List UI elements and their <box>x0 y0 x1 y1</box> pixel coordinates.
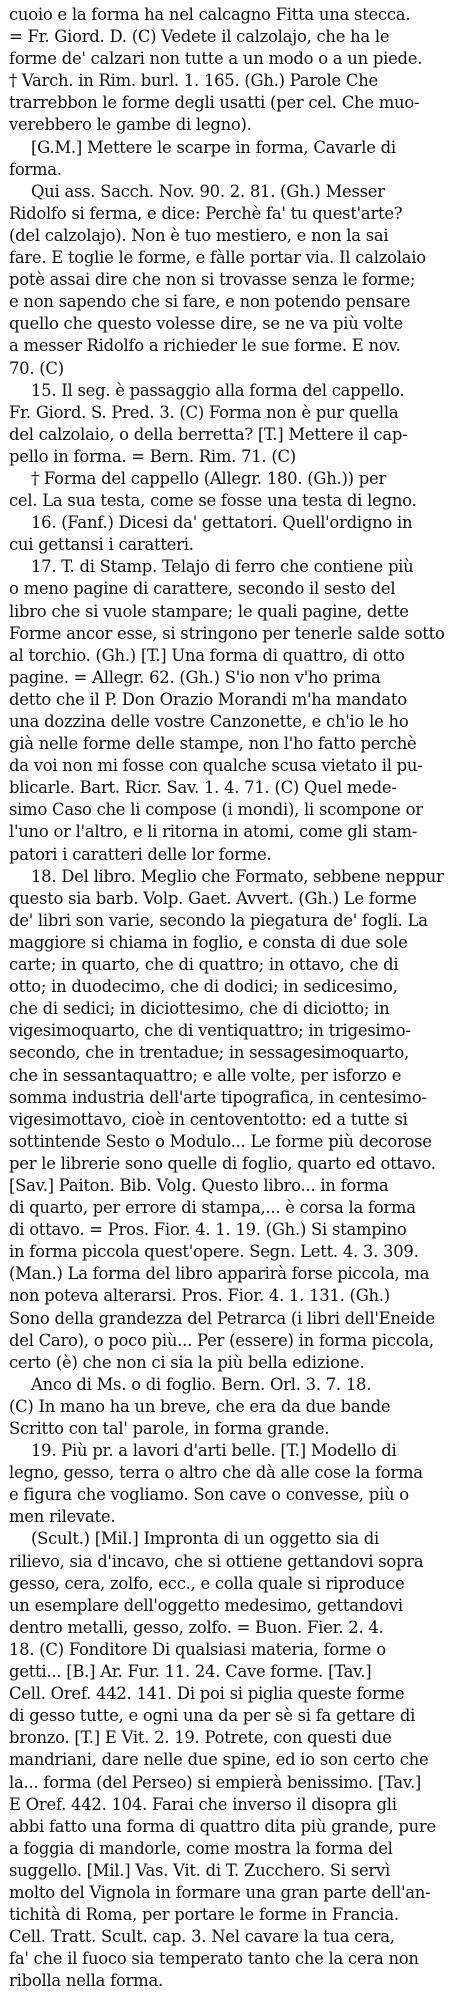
text-line: che di sedici; in diciottesimo, che di diciotto; in <box>9 999 390 1019</box>
text-line: otto; in duodecimo, che di dodici; in sedicesimo, <box>9 977 398 997</box>
text-line: getti... [B.] Ar. Fur. 11. 24. Cave forme. [Tav.] <box>9 1662 372 1682</box>
text-line: vigesimottavo, cioè in centoventotto: ed a tutte si <box>9 1109 408 1129</box>
text-line: non poteva alterarsi. Pros. Fior. 4. 1. 131. (Gh.) <box>9 1286 390 1306</box>
text-line: a foggia di mandorle, come mostra la forma del <box>9 1838 393 1858</box>
text-line: e figura che vogliamo. Son cave o convesse, più o <box>9 1485 409 1505</box>
text-line: legno, gesso, terra o altro che dà alle cose la forma <box>9 1463 423 1483</box>
text-line: gesso, cera, zolfo, ecc., e colla quale si riproduce <box>9 1573 405 1593</box>
text-line: ribolla nella forma. <box>9 1971 163 1991</box>
text-line: forme de' calzari non tutte a un modo o a un piede. <box>9 49 423 69</box>
text-line: † Varch. in Rim. burl. 1. 165. (Gh.) Parole Che <box>9 71 378 91</box>
text-line: bronzo. [T.] E Vit. 2. 19. Potrete, con questi due <box>9 1728 392 1748</box>
text-line: sottintende Sesto o Modulo... Le forme più decorose <box>9 1131 432 1151</box>
text-line: 18. (C) Fonditore Di qualsiasi materia, forme o <box>9 1639 386 1659</box>
text-line: del calzolaio, o della berretta? [T.] Mettere il cap- <box>9 424 408 444</box>
text-line: o meno pagine di carattere, secondo il sesto del <box>9 579 396 599</box>
text-line: da voi non mi fosse con qualche scusa vietato il pu- <box>9 756 423 776</box>
text-line: suggello. [Mil.] Vas. Vit. di T. Zucchero. Si servì <box>9 1860 391 1880</box>
text-line: quello che questo volesse dire, se ne va più volte <box>9 314 403 334</box>
text-line: tichità di Roma, per portare le forme in Francia. <box>9 1905 399 1925</box>
text-line: cel. La sua testa, come se fosse una testa di legno. <box>9 491 417 511</box>
text-line: pagine. = Allegr. 62. (Gh.) S'io non v'ho prima <box>9 667 381 687</box>
text-line: dentro metalli, gesso, zolfo. = Buon. Fier. 2. 4. <box>9 1617 384 1637</box>
text-line: Ridolfo si ferma, e dice: Perchè fa' tu quest'arte? <box>9 203 403 223</box>
text-line: E Oref. 442. 104. Farai che inverso il disopra gli <box>9 1794 397 1814</box>
text-line: [G.M.] Mettere le scarpe in forma, Cavarle di <box>31 137 396 157</box>
text-line: 19. Più pr. a lavori d'arti belle. [T.] Modello di <box>31 1441 397 1461</box>
text-line: già nelle forme delle stampe, non l'ho fatto perchè <box>9 734 417 754</box>
text-line: Cell. Oref. 442. 141. Di poi si piglia queste forme <box>9 1684 405 1704</box>
text-line: secondo, che in trentadue; in sessagesimoquarto, <box>9 1043 409 1063</box>
text-line: del Caro), o poco più... Per (essere) in forma piccola, <box>9 1330 434 1350</box>
text-line: 16. (Fanf.) Dicesi da' gettatori. Quell'ordigno in <box>31 513 413 533</box>
text-line: Sono della grandezza del Petrarca (i libri dell'Eneide <box>9 1308 435 1328</box>
text-line: carte; in quarto, che di quattro; in ottavo, che di <box>9 955 399 975</box>
text-line: blicarle. Bart. Ricr. Sav. 1. 4. 71. (C) Quel mede- <box>9 778 397 798</box>
text-line: maggiore si chiama in foglio, e consta di due sole <box>9 932 408 952</box>
text-line: vigesimoquarto, che di ventiquattro; in trigesimo- <box>9 1021 411 1041</box>
text-line: = Fr. Giord. D. (C) Vedete il calzolajo, che ha le <box>9 27 390 47</box>
text-line: rilievo, sia d'incavo, che si ottiene gettandovi sopra <box>9 1551 424 1571</box>
text-line: la... forma (del Perseo) si empierà benissimo. [Tav.] <box>9 1772 422 1792</box>
text-line: di gesso tutte, e ogni una da per sè si fa gettare di <box>9 1706 416 1726</box>
text-line: certo (è) che non ci sia la più bella edizione. <box>9 1352 365 1372</box>
text-line: de' libri son varie, secondo la piegatura de' fogli. La <box>9 910 428 930</box>
text-line: Scritto con tal' parole, in forma grande. <box>9 1419 330 1438</box>
text-line: che in sessantaquattro; e alle volte, per isforzo e <box>9 1065 402 1085</box>
text-line: † Forma del cappello (Allegr. 180. (Gh.)) per <box>31 468 387 488</box>
text-line: abbi fatto una forma di quattro dita più grande, pure <box>9 1816 436 1836</box>
text-line: cui gettansi i caratteri. <box>9 535 194 555</box>
text-line: pello in forma. = Bern. Rim. 71. (C) <box>9 446 296 466</box>
text-line: 15. Il seg. è passaggio alla forma del cappello. <box>31 380 405 400</box>
text-line: (C) In mano ha un breve, che era da due bande <box>9 1396 391 1416</box>
text-line: l'uno or l'altro, e li ritorna in atomi, come gli stam- <box>9 822 418 842</box>
text-line: cuoio e la forma ha nel calcagno Fitta una stecca. <box>9 5 411 24</box>
text-line: fa' che il fuoco sia temperato tanto che la cera non <box>9 1949 419 1969</box>
text-line: Anco di Ms. o di foglio. Bern. Orl. 3. 7. 18. <box>31 1374 372 1394</box>
text-line: (Scult.) [Mil.] Impronta di un oggetto sia di <box>31 1529 380 1549</box>
text-line: Fr. Giord. S. Pred. 3. (C) Forma non è pur quella <box>9 402 399 422</box>
text-line: 18. Del libro. Meglio che Formato, sebbene neppur <box>31 866 444 886</box>
text-line: un esemplare dell'oggetto medesimo, gettandovi <box>9 1595 403 1615</box>
text-line: (Man.) La forma del libro apparirà forse piccola, ma <box>9 1264 430 1284</box>
text-line: a messer Ridolfo a richieder le sue forme. E nov. <box>9 336 401 356</box>
text-line: Cell. Tratt. Scult. cap. 3. Nel cavare la tua cera, <box>9 1927 395 1947</box>
text-line: Qui ass. Sacch. Nov. 90. 2. 81. (Gh.) Messer <box>31 181 385 201</box>
text-line: Forme ancor esse, si stringono per tenerle salde sotto <box>9 623 445 643</box>
text-line: una dozzina delle vostre Canzonette, e ch'io le ho <box>9 712 409 731</box>
text-line: di ottavo. = Pros. Fior. 4. 1. 19. (Gh.) Si stampino <box>9 1220 407 1240</box>
text-line: libro che si vuole stampare; le quali pagine, dette <box>9 601 409 621</box>
text-line: fare. E toglie le forme, e fàlle portar via. Il calzolaio <box>9 248 426 268</box>
text-line: al torchio. (Gh.) [T.] Una forma di quattro, di otto <box>9 645 405 665</box>
text-line: questo sia barb. Volp. Gaet. Avvert. (Gh.) Le forme <box>9 888 417 908</box>
text-line: potè assai dire che non si trovasse senza le forme; <box>9 270 416 290</box>
text-line: forma. <box>9 159 62 179</box>
text-line: per le librerie sono quelle di foglio, quarto ed ottavo. <box>9 1153 436 1173</box>
text-line: trarrebbon le forme degli usatti (per cel. Che muo- <box>9 93 420 113</box>
text-line: men rilevate. <box>9 1507 116 1527</box>
text-line: mandriani, dare nelle due spine, ed io son certo che <box>9 1750 429 1770</box>
text-line: simo Caso che li compose (i mondi), li scompone or <box>9 800 423 820</box>
text-line: e non sapendo che si fare, e non potendo pensare <box>9 292 411 312</box>
text-line: (del calzolajo). Non è tuo mestiero, e non la sai <box>9 225 389 245</box>
text-line: in forma piccola quest'opere. Segn. Lett. 4. 3. 309. <box>9 1242 419 1262</box>
text-line: patori i caratteri delle lor forme. <box>9 844 272 864</box>
text-line: molto del Vignola in formare una gran parte dell'an- <box>9 1882 431 1902</box>
text-line: somma industria dell'arte tipografica, in centesimo- <box>9 1087 427 1107</box>
text-line: di quarto, per errore di stampa,... è corsa la forma <box>9 1198 416 1218</box>
text-line: verebbero le gambe di legno). <box>9 115 252 135</box>
text-line: 70. (C) <box>9 358 64 378</box>
text-line: detto che il P. Don Orazio Morandi m'ha mandato <box>9 689 407 709</box>
text-line: [Sav.] Paiton. Bib. Volg. Questo libro... in forma <box>9 1175 389 1195</box>
text-line: 17. T. di Stamp. Telajo di ferro che contiene più <box>31 557 414 577</box>
